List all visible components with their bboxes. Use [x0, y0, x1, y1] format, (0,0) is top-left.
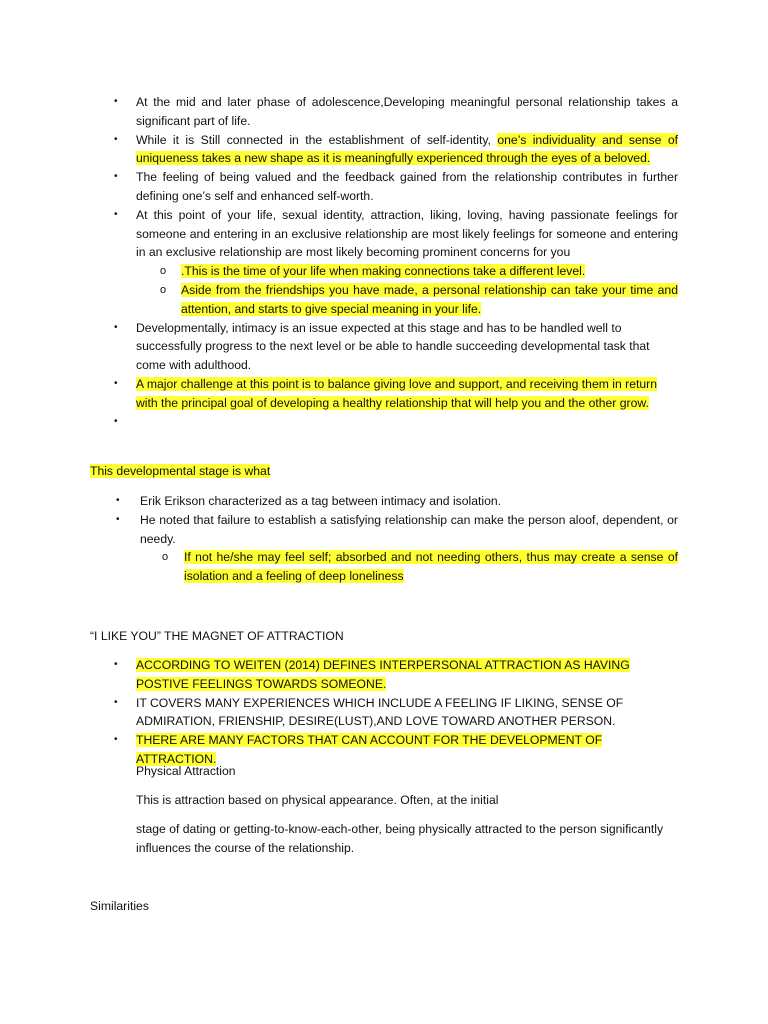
- highlighted-text: A major challenge at this point is to balance giving love and support, and receiving them in return with the principal goal of developing a healthy relationship that will help you and the other grow.: [136, 376, 657, 410]
- bullet-text: The feeling of being valued and the feedback gained from the relationship contributes in further defining one’s self and enhanced self-worth.: [136, 170, 678, 203]
- sub-bullet-glyph: o: [162, 551, 169, 564]
- highlighted-text: one’s individuality and sense of uniqueness takes a new shape as it is meaningfully experienced through the eyes of a beloved.: [136, 132, 678, 166]
- developmental-stage-heading: [90, 462, 270, 481]
- list-item: [110, 93, 678, 131]
- highlighted-text: ACCORDING TO WEITEN (2014) DEFINES INTERPERSONAL ATTRACTION AS HAVING POSTIVE FEELINGS TOWARDS SOMEONE.: [136, 658, 630, 691]
- erikson-bullet-list: [114, 492, 678, 586]
- list-item: [110, 131, 678, 169]
- bullet-glyph: •: [116, 513, 120, 525]
- bullet-text: Developmentally, intimacy is an issue expected at this stage and has to be handled well to successfully progress to the next level or be able to handle succeeding developmental task that come with adulthood.: [136, 320, 650, 373]
- list-item: [110, 319, 678, 375]
- bullet-glyph: •: [114, 96, 118, 107]
- bullet-glyph: •: [114, 659, 118, 670]
- highlighted-text: THERE ARE MANY FACTORS THAT CAN ACCOUNT FOR THE DEVELOPMENT OF ATTRACTION.: [136, 733, 603, 766]
- list-item: [114, 492, 678, 511]
- bullet-glyph: •: [114, 377, 118, 389]
- highlighted-text: Aside from the friendships you have made, a personal relationship can take your time and attention, and starts to give special meaning in your life.: [181, 282, 678, 316]
- bullet-text: He noted that failure to establish a satisfying relationship can make the person aloof, dependent, or needy.: [140, 512, 678, 546]
- physical-attraction-title: Physical Attraction: [136, 764, 236, 778]
- highlighted-text: what: [244, 464, 271, 478]
- bullet-glyph: •: [114, 415, 118, 427]
- sub-list-item: [110, 281, 678, 319]
- bullet-text: IT COVERS MANY EXPERIENCES WHICH INCLUDE A FEELING IF LIKING, SENSE OF ADMIRATION, FRIENSHIP, DESIRE(LUST),AND LOVE TOWARD ANOTHER PERSON.: [136, 695, 624, 729]
- bullet-glyph: •: [114, 208, 118, 220]
- adolescence-bullet-list: [110, 93, 678, 431]
- list-item: [110, 694, 678, 732]
- attraction-heading: “I LIKE YOU” THE MAGNET OF ATTRACTION: [90, 629, 344, 643]
- bullet-text: At this point of your life, sexual identity, attraction, liking, loving, having passionate feelings for someone and entering in an exclusive relationship are most likely feelings for someone and entering in an exclusive relationship are most likely becoming prominent concerns for you: [136, 207, 678, 260]
- list-item: [110, 656, 678, 694]
- list-item: [114, 511, 678, 549]
- sub-bullet-glyph: o: [160, 265, 167, 278]
- physical-attraction-paragraph-2: stage of dating or getting-to-know-each-other, being physically attracted to the person significantly influences the course of the relationship.: [136, 822, 664, 855]
- bullet-text: Erik Erikson characterized as a tag between intimacy and isolation.: [140, 494, 502, 508]
- list-item: [110, 206, 678, 262]
- physical-attraction-paragraph-1: This is attraction based on physical appearance. Often, at the initial: [136, 793, 499, 807]
- highlighted-text: This developmental stage is: [90, 464, 245, 478]
- bullet-glyph: •: [114, 133, 118, 145]
- sub-list-item: [110, 262, 678, 281]
- attraction-bullet-list: [110, 656, 678, 769]
- similarities-heading: Similarities: [90, 899, 149, 913]
- highlighted-text: If not he/she may feel self; absorbed and not needing others, thus may create a sense of isolation and a feeling of deep loneliness: [184, 550, 678, 584]
- sub-list-item: [114, 548, 678, 586]
- list-item: [110, 375, 678, 413]
- bullet-glyph: •: [114, 696, 118, 708]
- bullet-glyph: •: [116, 495, 120, 506]
- list-item: [110, 168, 678, 206]
- bullet-text: While it is Still connected in the establishment of self-identity,: [136, 132, 498, 147]
- empty-list-item: [110, 413, 678, 432]
- bullet-glyph: •: [114, 734, 118, 746]
- bullet-glyph: •: [114, 321, 118, 333]
- sub-bullet-glyph: o: [160, 283, 167, 296]
- highlighted-text: .This is the time of your life when making connections take a different level.: [181, 264, 586, 279]
- bullet-glyph: •: [114, 171, 118, 183]
- bullet-text: At the mid and later phase of adolescence,Developing meaningful personal relationship takes a significant part of life.: [136, 95, 678, 128]
